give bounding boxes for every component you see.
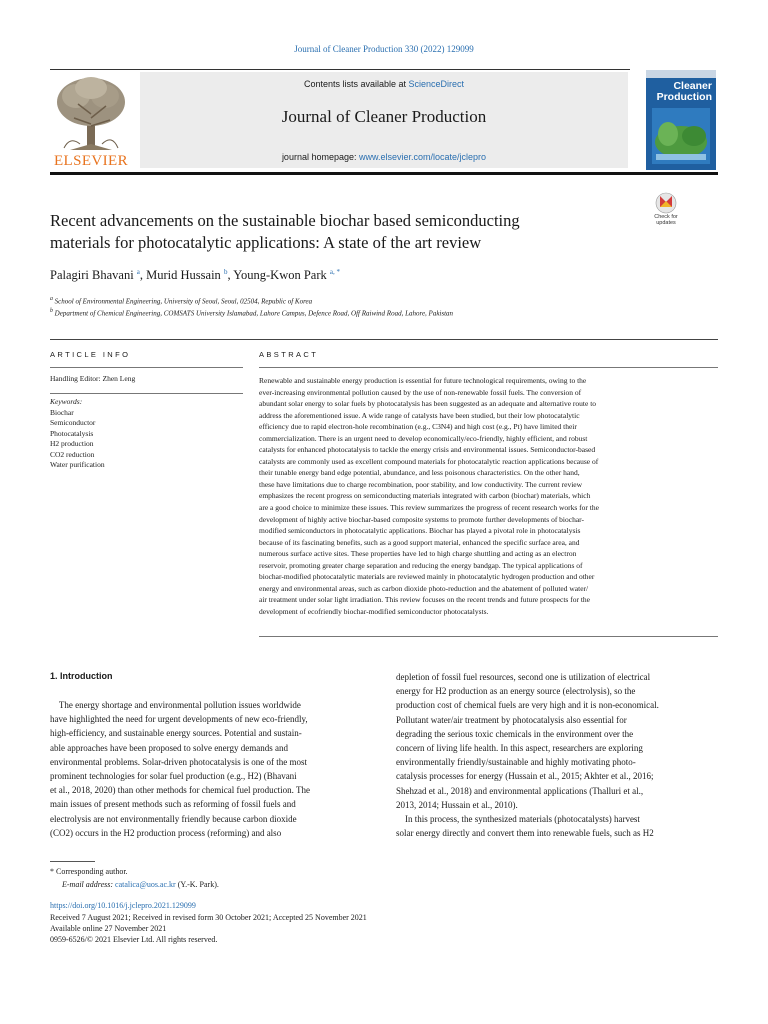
intro-line: high-efficiency, and sustainable energy sources. Potential and sustain-	[50, 728, 302, 739]
abstract-line: development of highly active biochar-based composite systems to promote further developments of biochar-	[259, 514, 585, 524]
article-info-rule	[50, 393, 243, 394]
crossmark-icon	[646, 192, 686, 214]
abstract-line: abundant solar energy to solar fuels by photocatalysis has been suggested as an adequate and alternative route to	[259, 399, 597, 409]
intro-line: environmentally friendly/sustainable and highly motivating photo-	[396, 757, 636, 768]
intro-left-column	[50, 698, 372, 840]
intro-line: environmental problems. Solar-driven photocatalysis is one of the most	[50, 756, 308, 767]
available-online: Available online 27 November 2021	[50, 924, 167, 933]
intro-line: (CO2) occurs in the H2 production process (reforming) and also	[50, 827, 282, 838]
email-label: E-mail address:	[62, 880, 116, 889]
title-line-1: Recent advancements on the sustainable biochar based semiconducting	[50, 211, 520, 230]
author-name[interactable]: Murid Hussain	[146, 268, 221, 283]
author-list	[50, 268, 650, 283]
intro-line: main issues of present methods such as reforming of fossil fuels and	[50, 799, 296, 810]
intro-line: The energy shortage and environmental pollution issues worldwide	[50, 700, 301, 710]
intro-line: 2013, 2014; Hussain et al., 2010).	[396, 799, 518, 810]
corresponding-author-note: * Corresponding author.	[50, 867, 128, 876]
abstract-line: development of ecofriendly biochar-modified semiconductor photocatalysts.	[259, 606, 489, 616]
abstract-line: commercialization. There is an urgent need to develop economically/eco-friendly, highly efficient, and robust	[259, 433, 588, 443]
author-affil-marker[interactable]: b	[223, 268, 228, 276]
keyword: Semiconductor	[50, 418, 96, 427]
affiliation-b	[50, 308, 710, 317]
abstract-line: efficiency due to rapid electron-hole recombination (e.g., C3N4) and high cost (e.g., Pt) have limited their	[259, 422, 577, 432]
author-separator: ,	[139, 268, 147, 283]
elsevier-tree-icon	[50, 74, 132, 152]
affiliation-marker: b	[50, 308, 53, 314]
section-divider	[50, 339, 718, 340]
abstract-line: Renewable and sustainable energy production is essential for future technological requirements, owing to the	[259, 376, 587, 385]
abstract-rule	[259, 367, 718, 368]
email-suffix: (Y.-K. Park).	[175, 880, 219, 889]
author-affil-marker[interactable]: a	[136, 268, 140, 276]
affiliation-text: School of Environmental Engineering, University of Seoul, Seoul, 02504, Republic of Korea	[54, 297, 313, 306]
article-info-heading: ARTICLE INFO	[50, 350, 131, 359]
intro-line: In this process, the synthesized materials (photocatalysts) harvest	[396, 814, 640, 825]
abstract-line: are a good choice to minimize these issues. This review summarizes the progress of recent research works for the	[259, 503, 599, 513]
author-separator: ,	[227, 268, 234, 283]
crossmark-label-line2: updates	[656, 220, 676, 226]
keywords-block	[50, 397, 243, 471]
check-for-updates-badge[interactable]	[646, 192, 686, 232]
intro-line: catalysis processes for energy (Hussain et al., 2015; Akhter et al., 2016;	[396, 771, 654, 782]
intro-line: production cost of chemical fuels are very high and it is non-economical.	[396, 700, 659, 711]
intro-line: Shehzad et al., 2018) and environmental applications (Thalluri et al.,	[396, 785, 644, 796]
homepage-prefix: journal homepage:	[281, 152, 359, 162]
abstract-line: modified semiconductors in photocatalytic applications. Biochar has played a pivotal role in photocatalysis	[259, 526, 581, 536]
elsevier-logo[interactable]	[50, 74, 132, 170]
affiliation-a	[50, 296, 710, 305]
abstract-heading: ABSTRACT	[259, 350, 319, 359]
journal-citation[interactable]: Journal of Cleaner Production 330 (2022) 129099	[294, 44, 474, 54]
cover-title-line2: Production	[656, 91, 712, 103]
abstract-line: address the aforementioned issue. A wide range of catalysts have been studied, but their low photocatalytic	[259, 410, 580, 420]
abstract-line: because of its fascinating benefits, such as a good support material, enhanced the specific surface area, and	[259, 537, 580, 547]
doi-link[interactable]: https://doi.org/10.1016/j.jclepro.2021.129099	[50, 901, 196, 910]
email-line	[62, 879, 219, 890]
keyword: Biochar	[50, 407, 74, 417]
intro-line: energy for H2 production as an energy source (electrolysis), so the	[396, 686, 636, 697]
intro-line: electrolysis are not environmentally friendly because carbon dioxide	[50, 813, 297, 824]
affiliation-marker: a	[50, 296, 53, 302]
masthead-bottom-rule	[50, 172, 718, 175]
intro-line: degrading the serious toxic chemicals in the environment over the	[396, 728, 634, 739]
footnote-rule	[50, 861, 95, 862]
intro-line: Pollutant water/air treatment by photocatalysis also essential for	[396, 714, 627, 725]
intro-line: depletion of fossil fuel resources, second one is utilization of electrical	[396, 672, 651, 682]
contents-prefix: Contents lists available at	[303, 79, 409, 89]
journal-title: Journal of Cleaner Production	[281, 107, 487, 126]
handling-editor: Handling Editor: Zhen Leng	[50, 374, 136, 383]
journal-homepage-line	[140, 152, 628, 162]
abstract-line: air treatment under solar light irradiation. This review focuses on the recent trends and future prospects for the	[259, 595, 590, 605]
author-name[interactable]: Young-Kwon Park	[233, 268, 327, 283]
cover-title-line1: Cleaner	[673, 80, 712, 92]
abstract-line: these have limitations due to charge recombination, poor stability, and low conductivity. The current review	[259, 479, 583, 489]
abstract-end-rule	[259, 636, 718, 637]
intro-line: concern of living life health. In this aspect, researchers are exploring	[396, 743, 643, 754]
keyword: H2 production	[50, 439, 94, 448]
abstract-line: biochar-modified photocatalytic materials are reviewed mainly in photocatalytic hydrogen production and other	[259, 572, 595, 582]
received-dates: Received 7 August 2021; Received in revised form 30 October 2021; Accepted 25 November 2021	[50, 913, 367, 922]
article-title	[50, 210, 630, 254]
copyright-line: 0959-6526/© 2021 Elsevier Ltd. All rights reserved.	[50, 935, 218, 944]
abstract-line: numerous surface active sites. These properties have led to high charge shuttling and acting as an electron	[259, 549, 577, 559]
keyword: CO2 reduction	[50, 449, 95, 459]
email-link[interactable]: catalica@uos.ac.kr	[115, 880, 176, 889]
abstract-line: emphasizes the recent progress on semiconducting materials integrated with carbon (biochar) materials, which	[259, 491, 591, 501]
abstract-line: reservoir, promoting greater charge separation and reducing the energy bandgap. The typical applications of	[259, 560, 583, 570]
contents-line	[140, 79, 628, 89]
keyword: Photocatalysis	[50, 428, 94, 438]
journal-masthead-panel	[140, 72, 628, 168]
abstract-line: catalysts for enhanced photocatalysis to tackle the energy crisis and environmental issues. Semiconductor-based	[259, 445, 596, 455]
keyword: Water purification	[50, 460, 105, 469]
crossmark-label-line1: Check for	[654, 214, 678, 220]
article-info-rule	[50, 367, 243, 368]
intro-line: able approaches have been proposed to solve energy demands and	[50, 742, 288, 753]
introduction-heading: 1. Introduction	[50, 671, 113, 681]
journal-cover-image[interactable]	[646, 70, 716, 170]
elsevier-wordmark: ELSEVIER	[53, 153, 129, 169]
abstract-line: catalysts are commonly used as excellent compound materials for photocatalytic reaction applications because of	[259, 456, 599, 466]
masthead-top-rule	[50, 69, 630, 70]
intro-right-column	[396, 670, 718, 840]
abstract-body	[259, 375, 718, 617]
abstract-line: energy and environmental areas, such as carbon dioxide photo-reduction and the abatement of polluted water/	[259, 583, 589, 593]
affiliation-text: Department of Chemical Engineering, COMSATS University Islamabad, Lahore Campus, Defence Road, Off Raiwind Road, Lahore, Pakistan	[54, 309, 454, 318]
title-line-2: materials for photocatalytic applications: A state of the art review	[50, 233, 482, 252]
sciencedirect-link[interactable]: ScienceDirect	[408, 79, 465, 89]
intro-line: solar energy directly and convert them into renewable fuels, such as H2	[396, 828, 654, 839]
intro-line: prominent technologies for solar fuel production (e.g., H2) (Bhavani	[50, 771, 297, 782]
intro-line: have highlighted the need for urgent developments of new eco-friendly,	[50, 714, 308, 725]
intro-line: et al., 2018, 2020) than other methods for chemical fuel production. The	[50, 785, 311, 796]
cover-title	[657, 81, 712, 103]
author-affil-marker[interactable]: a, *	[329, 268, 340, 276]
crossmark-label	[646, 214, 686, 226]
journal-homepage-link[interactable]: www.elsevier.com/locate/jclepro	[359, 152, 487, 162]
keywords-label: Keywords:	[50, 397, 83, 406]
author-name[interactable]: Palagiri Bhavani	[50, 268, 134, 283]
abstract-line: their tunable energy band edge potential, abundance, and less poisonous characteristics. On the other hand,	[259, 468, 580, 478]
abstract-line: ever-increasing environmental pollution caused by the use of non-renewable fossil fuels. The conversion of	[259, 387, 582, 397]
